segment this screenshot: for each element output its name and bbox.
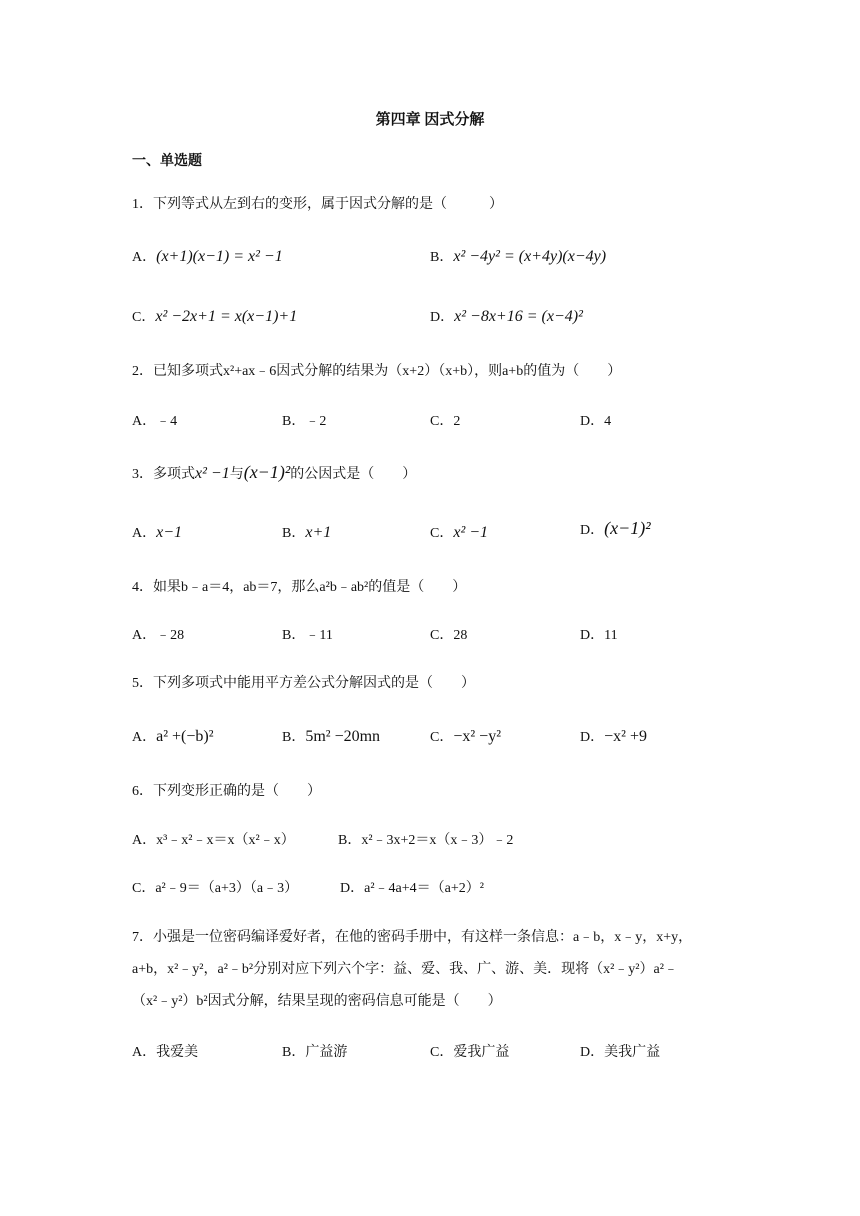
q2-option-d: D．4 [580, 414, 612, 429]
q6-option-a: A．x³﹣x²﹣x＝x（x²﹣x） [132, 833, 295, 848]
q3-stem-math1: x² −1 [195, 465, 230, 482]
q7-line-1: 7．小强是一位密码编译爱好者，在他的密码手册中，有这样一条信息：a﹣b，x﹣y，x+y， [132, 930, 693, 945]
q7-option-a: A．我爱美 [132, 1045, 199, 1060]
q5-c-math: −x² −y² [453, 728, 501, 745]
q2-option-c: C．2 [430, 414, 461, 429]
q3-d-label: D． [580, 523, 605, 538]
q7-option-c: C．爱我广益 [430, 1045, 510, 1060]
q3-d-math: (x−1)² [604, 518, 651, 538]
section-heading: 一、单选题 [132, 154, 202, 169]
q5-a-label: A． [132, 730, 157, 745]
q3-option-a [132, 522, 182, 542]
q6-option-d: D．a²﹣4a+4＝（a+2）² [340, 881, 484, 896]
q3-stem-mid: 与 [229, 467, 244, 482]
q3-a-label: A． [132, 526, 157, 541]
q3-c-label: C． [430, 526, 454, 541]
q4-option-b: B．﹣11 [282, 628, 333, 643]
q6-option-b: B．x²﹣3x+2＝x（x﹣3）﹣2 [338, 833, 514, 848]
q7-option-b: B．广益游 [282, 1045, 348, 1060]
q3-stem [132, 462, 416, 483]
q3-stem-math2: (x−1)² [243, 462, 291, 482]
q1-stem: 1．下列等式从左到右的变形，属于因式分解的是（ ） [132, 197, 503, 212]
q5-stem: 5．下列多项式中能用平方差公式分解因式的是（ ） [132, 676, 475, 691]
q3-b-math: x+1 [305, 524, 332, 541]
q7-option-d: D．美我广益 [580, 1045, 661, 1060]
q1-c-label: C． [132, 310, 156, 325]
q3-a-math: x−1 [156, 524, 183, 541]
q1-option-d [430, 306, 583, 326]
q5-c-label: C． [430, 730, 454, 745]
q1-b-math: x² −4y² = (x+4y)(x−4y) [453, 248, 607, 265]
q5-option-d [580, 726, 647, 746]
q3-option-c [430, 522, 488, 542]
q5-option-b [282, 726, 380, 746]
q3-option-d [580, 518, 651, 539]
q2-option-b: B．﹣2 [282, 414, 327, 429]
q7-line-2: a+b，x²﹣y²，a²﹣b²分别对应下列六个字：益、爱、我、广、游、美．现将（x²﹣y²）a²﹣ [132, 962, 678, 977]
q5-b-math: 5m² −20mn [305, 728, 381, 745]
q5-option-c [430, 726, 501, 746]
q3-option-b [282, 522, 331, 542]
q2-option-a: A．﹣4 [132, 414, 178, 429]
q4-option-d: D．11 [580, 628, 618, 643]
chapter-title: 第四章 因式分解 [375, 112, 485, 128]
q7-line-3: （x²﹣y²）b²因式分解，结果呈现的密码信息可能是（ ） [132, 994, 502, 1009]
q1-option-a [132, 246, 283, 266]
q5-d-label: D． [580, 730, 605, 745]
q5-option-a [132, 726, 214, 746]
q1-a-label: A． [132, 250, 157, 265]
q3-c-math: x² −1 [453, 524, 489, 541]
q3-b-label: B． [282, 526, 306, 541]
q1-option-c [132, 306, 297, 326]
q4-stem: 4．如果b﹣a＝4，ab＝7，那么a²b﹣ab²的值是（ ） [132, 580, 467, 595]
q1-option-b [430, 246, 606, 266]
q4-option-c: C．28 [430, 628, 468, 643]
q1-c-math: x² −2x+1 = x(x−1)+1 [155, 308, 298, 325]
q1-b-label: B． [430, 250, 454, 265]
q5-a-math: a² +(−b)² [156, 728, 214, 745]
q5-d-math: −x² +9 [604, 728, 647, 745]
q5-b-label: B． [282, 730, 306, 745]
q1-d-label: D． [430, 310, 455, 325]
q2-stem: 2．已知多项式x²+ax﹣6因式分解的结果为（x+2）（x+b），则a+b的值为（ ） [132, 364, 622, 379]
q6-option-c: C．a²﹣9＝（a+3）（a﹣3） [132, 881, 299, 896]
q4-option-a: A．﹣28 [132, 628, 185, 643]
q1-a-math: (x+1)(x−1) = x² −1 [156, 248, 283, 265]
q6-stem: 6．下列变形正确的是（ ） [132, 784, 321, 799]
q1-d-math: x² −8x+16 = (x−4)² [454, 308, 583, 325]
q3-stem-post: 的公因式是（ ） [290, 467, 417, 482]
q3-stem-pre: 3．多项式 [132, 467, 195, 482]
